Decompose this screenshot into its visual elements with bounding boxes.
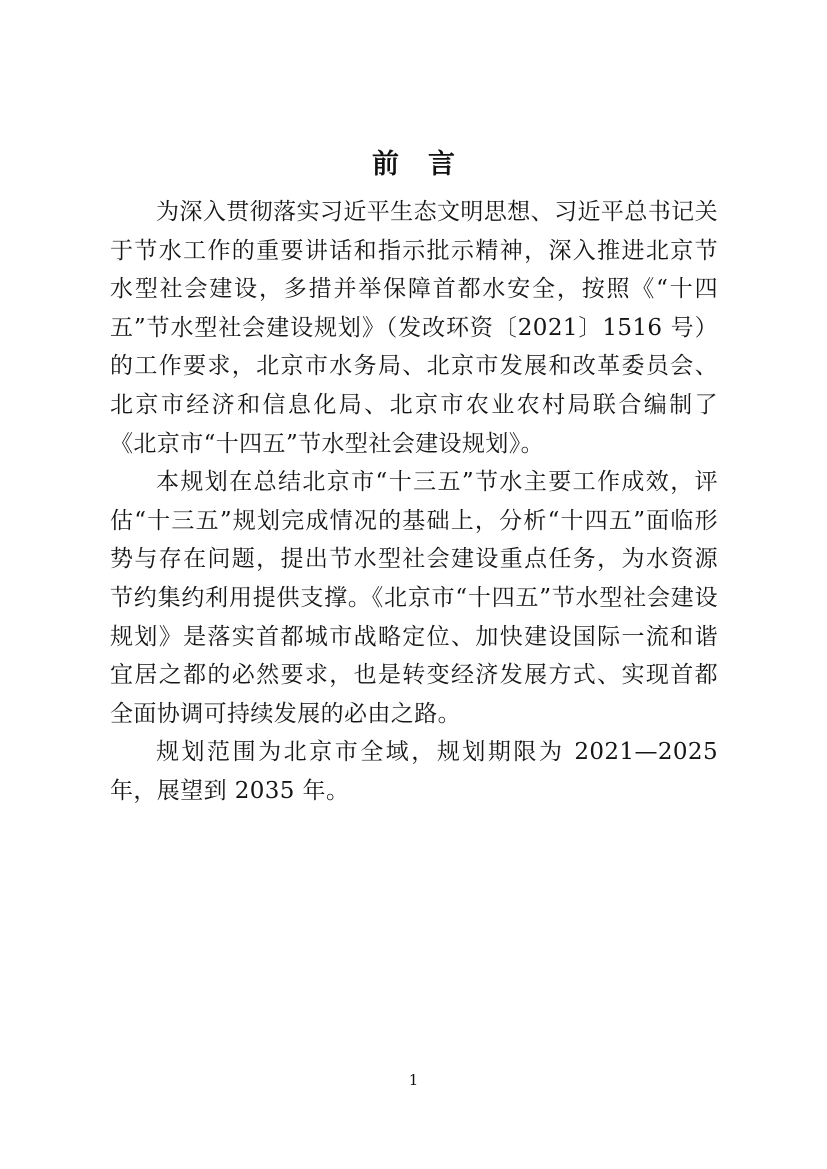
preface-paragraph-2: 本规划在总结北京市“十三五”节水主要工作成效，评估“十三五”规划完成情况的基础上，分析“十四五”面临形势与存在问题，提出节水型社会建设重点任务，为水资源节约集约利用提供支撑。《北京市“十四五”节水型社会建设规划》是落实首都城市战略定位、加快建设国际一流和谐宜居之都的必然要求，也是转变经济发展方式、实现首都全面协调可持续发展的必由之路。 (110, 469, 718, 727)
page-number: 1 (408, 1071, 419, 1089)
preface-paragraph-3: 规划范围为北京市全域，规划期限为 2021—2025 年，展望到 2035 年。 (110, 739, 718, 804)
preface-paragraph-1: 为深入贯彻落实习近平生态文明思想、习近平总书记关于节水工作的重要讲话和指示批示精神，深入推进北京节水型社会建设，多措并举保障首都水安全，按照《“十四五”节水型社会建设规划》（发改环资〔2021〕1516 号）的工作要求，北京市水务局、北京市发展和改革委员会、北京市经济和信息化局、北京市农业农村局联合编制了《北京市“十四五”节水型社会建设规划》。 (110, 199, 718, 457)
page-title: 前 言 (372, 149, 456, 180)
preface-content (110, 148, 718, 811)
